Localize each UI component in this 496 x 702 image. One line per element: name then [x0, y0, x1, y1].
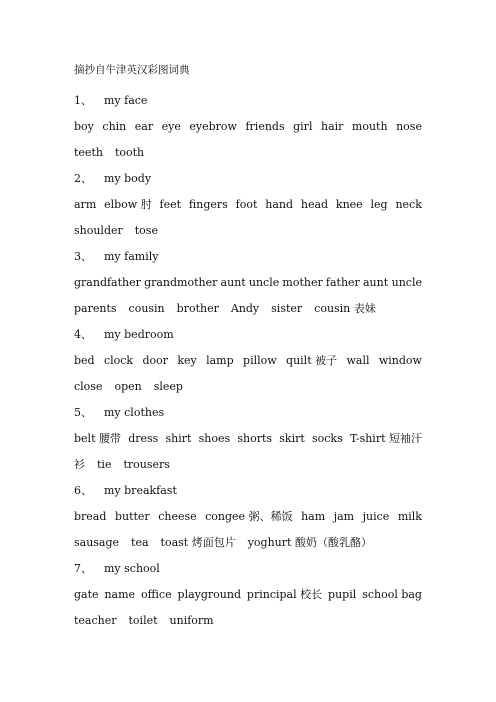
section-number: 2、: [74, 172, 92, 185]
section-title: my clothes: [104, 406, 165, 419]
section-title: my body: [104, 172, 152, 185]
vocab-word: teeth: [74, 146, 103, 159]
word-line: [74, 145, 422, 161]
vocab-word: shorts: [237, 432, 273, 445]
vocab-word: school bag: [362, 588, 422, 601]
word-line: [74, 119, 422, 135]
vocab-word: elbow 肘: [104, 198, 152, 211]
word-line: [74, 275, 422, 291]
section-heading: [74, 483, 177, 499]
vocab-word: T-shirt 短袖汗: [349, 432, 422, 445]
vocab-word: leg: [370, 198, 388, 211]
vocab-word: principal 校长: [246, 588, 323, 601]
vocab-word: cheese: [158, 510, 197, 523]
vocab-word: hand: [265, 198, 294, 211]
vocab-word: shoulder: [74, 224, 123, 237]
vocab-word: bed: [74, 354, 95, 367]
vocab-word: parents: [74, 302, 117, 315]
word-line: [74, 301, 422, 317]
vocab-word: cousin 表妹: [314, 302, 376, 315]
section-heading: [74, 249, 158, 265]
vocab-word: key: [177, 354, 197, 367]
section-title: my family: [104, 250, 159, 263]
vocab-word: bread: [74, 510, 107, 523]
section-title: my face: [104, 94, 148, 107]
section-heading: [74, 561, 160, 577]
vocab-word: grandmother: [144, 276, 218, 289]
vocab-word: fingers: [188, 198, 228, 211]
section-number: 7、: [74, 562, 92, 575]
vocab-word: aunt: [220, 276, 246, 289]
section-number: 1、: [74, 94, 92, 107]
vocab-word: mother: [282, 276, 323, 289]
section-number: 5、: [74, 406, 92, 419]
section-heading: [74, 405, 164, 421]
vocab-word: girl: [293, 120, 313, 133]
vocab-word: Andy: [230, 302, 260, 315]
vocab-word: butter: [114, 510, 150, 523]
vocab-word: friends: [245, 120, 285, 133]
vocab-word: sister: [271, 302, 303, 315]
vocab-word: sausage: [74, 536, 120, 549]
vocab-word: juice: [362, 510, 390, 523]
vocab-word: father: [325, 276, 360, 289]
vocab-word: boy: [74, 120, 94, 133]
word-line: [74, 457, 422, 473]
vocab-word: grandfather: [74, 276, 141, 289]
word-line: [74, 587, 422, 603]
vocab-word: eyebrow: [189, 120, 237, 133]
vocab-word: pupil: [328, 588, 357, 601]
vocab-word: toilet: [128, 614, 158, 627]
section-heading: [74, 93, 147, 109]
vocab-word: eye: [161, 120, 181, 133]
vocab-word: brother: [176, 302, 219, 315]
vocab-word: knee: [335, 198, 363, 211]
vocab-word: tooth: [114, 146, 145, 159]
section-heading: [74, 171, 151, 187]
word-line: [74, 223, 422, 239]
vocab-word: dress: [128, 432, 159, 445]
vocab-word: ham: [301, 510, 326, 523]
vocab-word: cousin: [128, 302, 165, 315]
section-number: 3、: [74, 250, 92, 263]
vocab-word: skirt: [279, 432, 305, 445]
word-line: [74, 353, 422, 369]
vocab-word: aunt uncle: [362, 276, 422, 289]
vocab-word: neck: [395, 198, 422, 211]
vocab-word: congee 粥、稀饭: [205, 510, 293, 523]
vocab-word: playground: [177, 588, 241, 601]
section-title: my bedroom: [104, 328, 174, 341]
vocab-word: head: [300, 198, 329, 211]
vocab-word: quilt 被子: [286, 354, 338, 367]
vocab-word: gate: [74, 588, 99, 601]
word-line: [74, 431, 422, 447]
document-title: 摘抄自牛津英汉彩图词典: [74, 64, 190, 76]
vocab-word: arm: [74, 198, 97, 211]
section-number: 6、: [74, 484, 92, 497]
word-line: [74, 379, 422, 395]
vocab-word: socks: [311, 432, 343, 445]
word-line: [74, 613, 422, 629]
vocab-word: feet: [159, 198, 182, 211]
vocab-word: open: [114, 380, 142, 393]
vocab-word: uncle: [248, 276, 280, 289]
vocab-word: 衫: [74, 458, 85, 471]
vocab-word: pillow: [243, 354, 277, 367]
vocab-word: close: [74, 380, 103, 393]
vocab-word: clock: [103, 354, 134, 367]
vocab-word: jam: [333, 510, 355, 523]
word-line: [74, 509, 422, 525]
vocab-word: shoes: [198, 432, 231, 445]
vocab-word: toast 烤面包片: [160, 536, 236, 549]
vocab-word: trousers: [123, 458, 170, 471]
section-heading: [74, 327, 174, 343]
section-number: 4、: [74, 328, 92, 341]
section-title: my breakfast: [104, 484, 177, 497]
vocab-word: lamp: [206, 354, 234, 367]
vocab-word: mouth: [351, 120, 388, 133]
vocab-word: teacher: [74, 614, 117, 627]
vocab-word: yoghurt 酸奶（酸乳酪）: [247, 536, 372, 549]
vocab-word: office: [140, 588, 172, 601]
vocab-word: uniform: [169, 614, 214, 627]
vocab-word: hair: [320, 120, 344, 133]
vocab-word: wall: [346, 354, 370, 367]
vocab-word: door: [142, 354, 168, 367]
word-line: [74, 197, 422, 213]
vocab-word: window: [378, 354, 422, 367]
section-title: my school: [104, 562, 160, 575]
vocab-word: milk: [397, 510, 422, 523]
vocab-word: sleep: [153, 380, 183, 393]
vocab-word: tea: [131, 536, 149, 549]
vocab-word: foot: [235, 198, 258, 211]
vocab-word: tose: [134, 224, 158, 237]
vocab-word: nose: [396, 120, 422, 133]
vocab-word: name: [104, 588, 136, 601]
vocab-word: shirt: [165, 432, 192, 445]
vocab-word: chin: [102, 120, 127, 133]
vocab-word: tie: [97, 458, 112, 471]
vocab-word: ear: [134, 120, 154, 133]
word-line: [74, 535, 422, 551]
vocab-word: belt 腰带: [74, 432, 121, 445]
